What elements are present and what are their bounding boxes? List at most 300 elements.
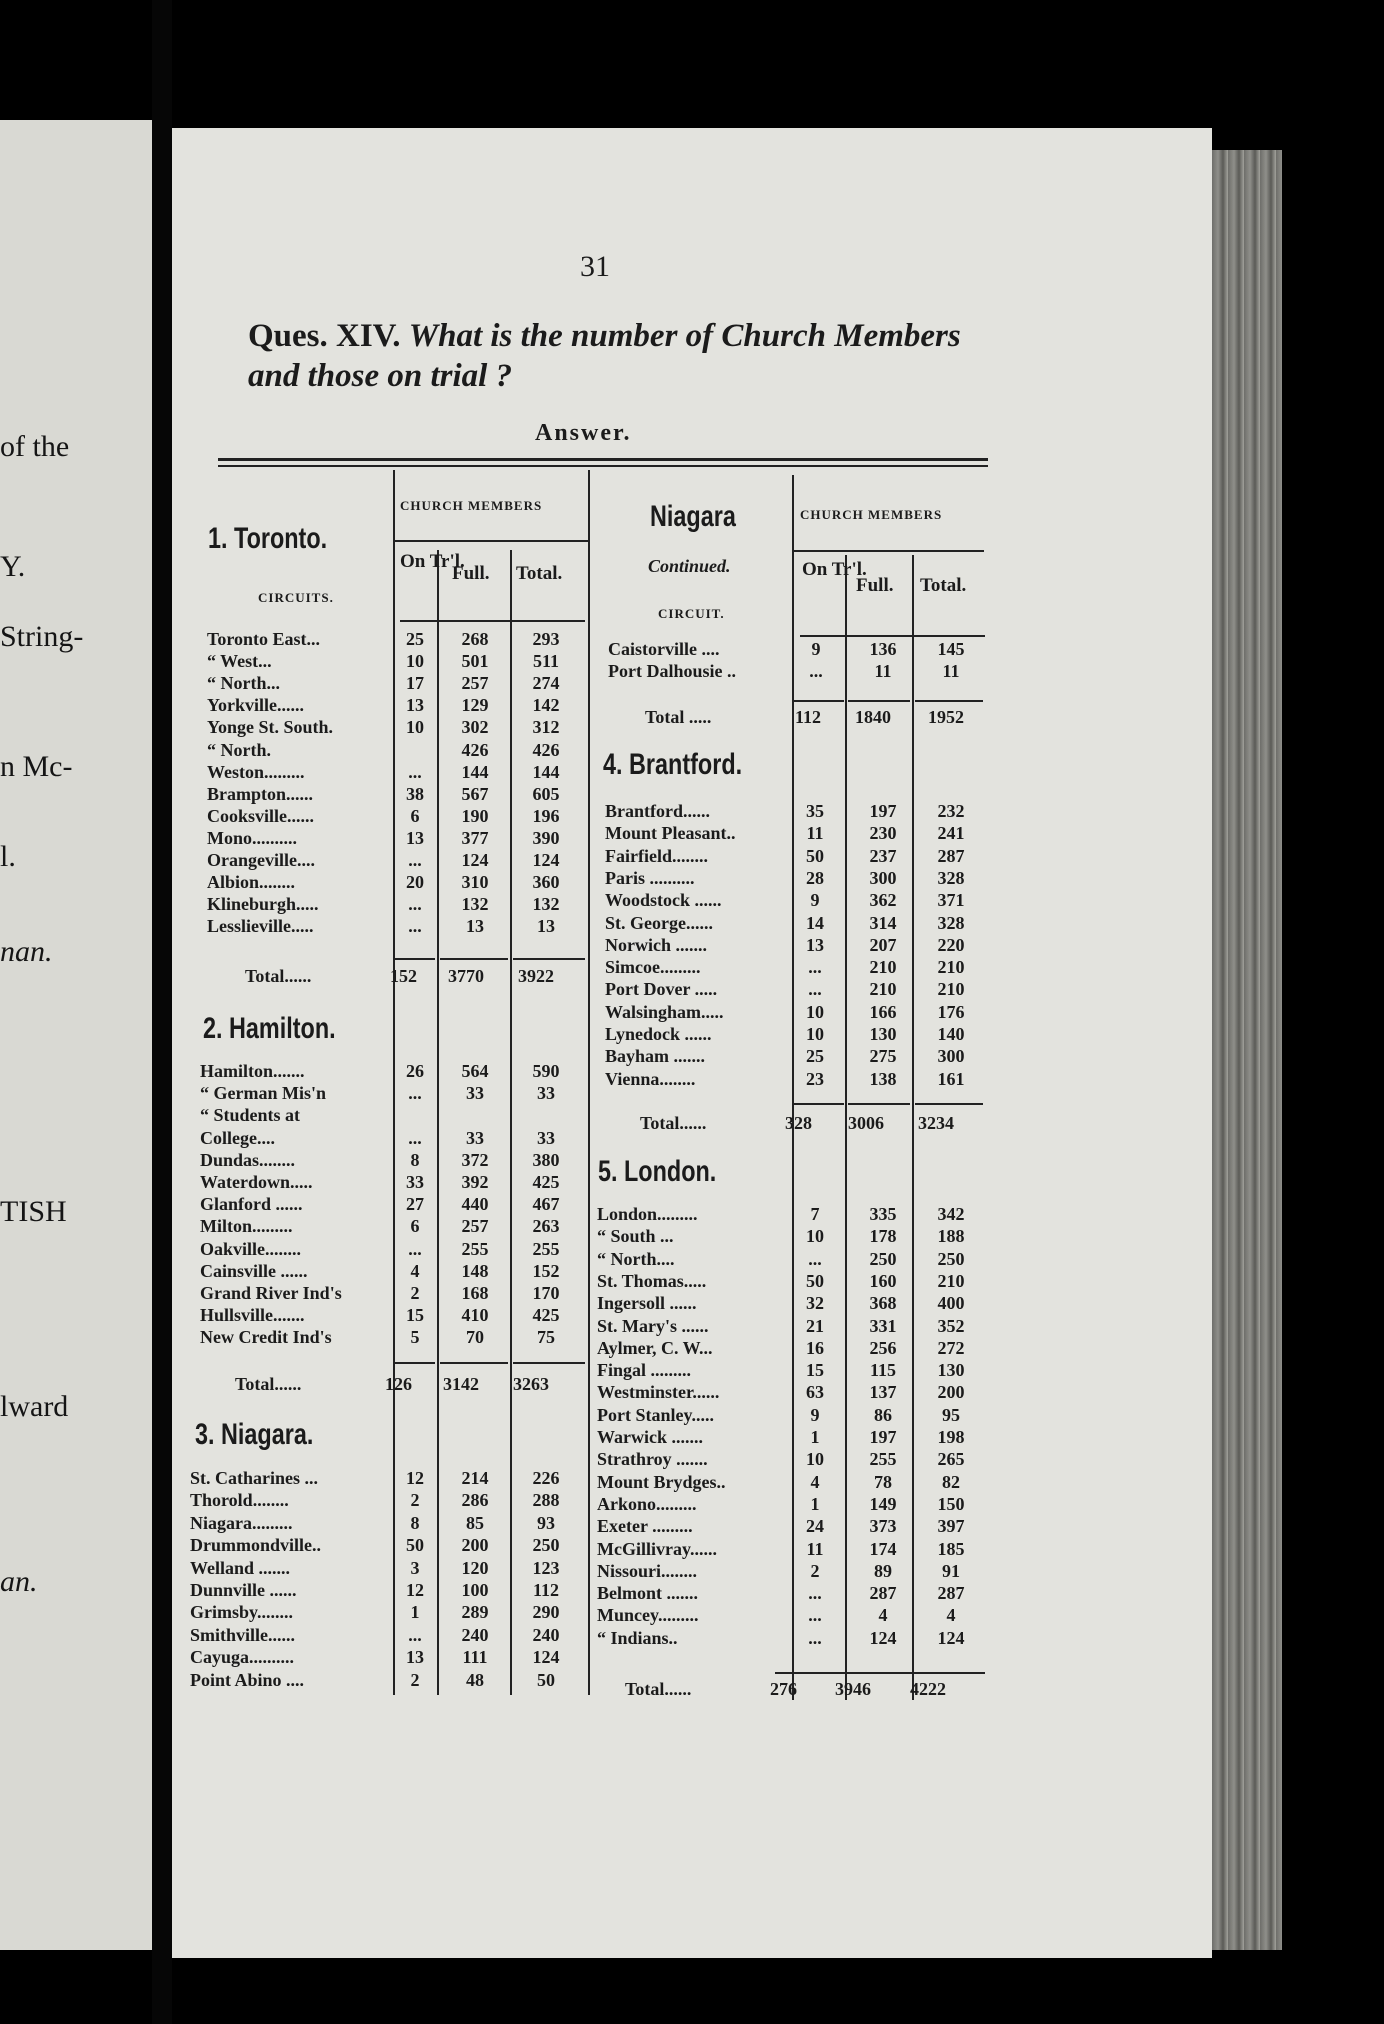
total-header: Total. xyxy=(516,563,563,584)
circuit-name: Mono.......... xyxy=(207,827,297,848)
full-count: 567 xyxy=(461,783,489,804)
on-trial-count: 9 xyxy=(811,639,821,659)
full-count: 210 xyxy=(869,957,897,978)
full-count: 148 xyxy=(461,1260,489,1281)
total-count: 250 xyxy=(532,1535,560,1556)
circuit-name: “ Students at xyxy=(200,1105,301,1126)
on-trial-count: ... xyxy=(808,1605,822,1626)
table-row xyxy=(597,1315,990,1337)
circuit-name: Dunnville ...... xyxy=(190,1580,297,1600)
table-row xyxy=(207,716,595,738)
total-count: 4 xyxy=(946,1605,956,1626)
table-row xyxy=(190,1489,595,1511)
table-row xyxy=(207,628,595,650)
full-count: 287 xyxy=(869,1583,897,1604)
full-count: 373 xyxy=(869,1516,897,1537)
full-count: 89 xyxy=(874,1560,892,1581)
table-row xyxy=(597,1448,990,1470)
table-row xyxy=(200,1082,595,1104)
on-trial-count: 8 xyxy=(410,1512,420,1533)
circuit-name: Aylmer, C. W... xyxy=(597,1337,713,1358)
on-trial-count: 11 xyxy=(806,823,824,844)
full-count: 310 xyxy=(461,872,489,893)
total-on-trial: 126 xyxy=(385,1374,412,1394)
table-row xyxy=(207,694,595,716)
rule xyxy=(395,540,588,542)
rule xyxy=(400,620,585,622)
total-count: 11 xyxy=(942,661,960,681)
on-trial-count: 38 xyxy=(406,783,424,804)
total-on-trial: 152 xyxy=(390,966,417,986)
circuit-name: Grimsby........ xyxy=(190,1602,294,1623)
circuit-name: St. Mary's ...... xyxy=(597,1315,709,1336)
total-count: 132 xyxy=(532,894,560,915)
full-header: Full. xyxy=(452,563,490,584)
total-full: 3946 xyxy=(835,1679,871,1699)
full-count: 268 xyxy=(461,629,489,649)
total-count: 352 xyxy=(937,1315,965,1336)
page-number: 31 xyxy=(580,250,610,283)
total-count: 342 xyxy=(937,1204,965,1224)
question xyxy=(248,316,1008,396)
total-count: 140 xyxy=(937,1024,965,1044)
circuit-name: Cayuga.......... xyxy=(190,1647,295,1668)
table-row xyxy=(597,1270,990,1292)
full-count: 300 xyxy=(869,867,897,888)
on-trial-count: ... xyxy=(808,1627,822,1648)
total-on-trial: 276 xyxy=(770,1679,797,1699)
rule xyxy=(440,958,508,960)
on-trial-count: 4 xyxy=(810,1471,820,1492)
on-trial-count: 2 xyxy=(410,1490,420,1511)
full-count: 275 xyxy=(869,1046,897,1067)
total-label: Total...... xyxy=(640,1113,707,1133)
left-page-text: of the xyxy=(0,430,70,463)
total-full: 3770 xyxy=(448,966,484,986)
circuit-name: “ South ... xyxy=(597,1226,674,1247)
answer-heading: Answer. xyxy=(535,420,632,446)
total-count: 124 xyxy=(937,1627,965,1648)
left-page-text: l. xyxy=(0,840,16,873)
circuit-name: Hamilton....... xyxy=(200,1061,305,1081)
circuit-name: Norwich ....... xyxy=(605,934,707,955)
on-trial-count: 5 xyxy=(410,1327,420,1348)
table-row xyxy=(605,822,990,844)
on-trial-count: ... xyxy=(808,979,822,1000)
table-row xyxy=(605,1023,990,1045)
on-trial-count: 35 xyxy=(806,801,824,821)
church-members-header: CHURCH MEMBERS xyxy=(800,507,943,522)
full-count: 137 xyxy=(869,1382,897,1403)
circuit-name: Welland ....... xyxy=(190,1557,291,1578)
circuit-name: Mount Pleasant.. xyxy=(605,823,736,844)
full-count: 190 xyxy=(461,805,489,826)
table-row xyxy=(200,1326,595,1348)
table-row xyxy=(608,660,990,682)
table-row xyxy=(207,739,595,761)
full-count: 335 xyxy=(869,1204,897,1224)
on-trial-count: 1 xyxy=(810,1493,820,1514)
full-count: 210 xyxy=(869,979,897,1000)
circuit-name: College.... xyxy=(200,1127,275,1148)
total-count: 130 xyxy=(937,1360,965,1381)
total-count: 144 xyxy=(532,761,560,782)
table-row xyxy=(207,650,595,672)
table-row xyxy=(605,845,990,867)
left-page-text: TISH xyxy=(0,1195,67,1228)
full-count: 564 xyxy=(461,1061,489,1081)
table-row xyxy=(207,783,595,805)
total-count: 95 xyxy=(942,1404,960,1425)
total-count: 226 xyxy=(532,1468,560,1488)
district-title: Niagara xyxy=(650,500,736,533)
full-count: 372 xyxy=(461,1149,489,1170)
total-count: 93 xyxy=(537,1512,555,1533)
full-count: 256 xyxy=(869,1337,897,1358)
full-count: 144 xyxy=(461,761,489,782)
on-trial-count: 9 xyxy=(810,1404,820,1425)
circuit-name: St. Thomas..... xyxy=(597,1270,707,1291)
table-row xyxy=(190,1646,595,1668)
circuit-name: Yonge St. South. xyxy=(207,717,334,738)
on-trial-count: 10 xyxy=(406,651,424,672)
on-trial-count: 8 xyxy=(410,1149,420,1170)
continued-label: Continued. xyxy=(648,556,731,576)
total-count: 397 xyxy=(937,1516,965,1537)
total-count: 263 xyxy=(532,1216,560,1237)
table-row xyxy=(605,956,990,978)
full-count: 4 xyxy=(878,1605,888,1626)
full-count: 257 xyxy=(461,1216,489,1237)
full-count: 237 xyxy=(869,845,897,866)
total-count: 241 xyxy=(937,823,965,844)
circuit-name: Smithville...... xyxy=(190,1624,296,1645)
rule xyxy=(915,700,983,702)
on-trial-count: 16 xyxy=(806,1337,824,1358)
total-total: 3263 xyxy=(513,1374,549,1394)
full-count: 368 xyxy=(869,1293,897,1314)
table-row xyxy=(190,1534,595,1556)
table-row xyxy=(605,867,990,889)
rule xyxy=(800,635,985,637)
total-count: 400 xyxy=(937,1293,965,1314)
district-title: 5. London. xyxy=(598,1155,717,1188)
circuit-name: Klineburgh..... xyxy=(207,894,319,915)
table-row xyxy=(207,893,595,915)
circuit-name: Oakville........ xyxy=(200,1238,302,1259)
left-page-text: Y. xyxy=(0,550,26,583)
full-count: 124 xyxy=(869,1627,897,1648)
circuit-label: CIRCUIT. xyxy=(658,606,725,621)
on-trial-count: 13 xyxy=(406,827,424,848)
circuit-name: Ingersoll ...... xyxy=(597,1293,697,1314)
table-row xyxy=(200,1127,595,1149)
table-row xyxy=(200,1215,595,1237)
circuit-name: Arkono......... xyxy=(597,1493,697,1514)
on-trial-count: 2 xyxy=(410,1283,420,1303)
total-count: 123 xyxy=(532,1557,560,1578)
table-row xyxy=(190,1601,595,1623)
full-count: 124 xyxy=(461,850,489,870)
on-trial-count: 13 xyxy=(406,695,424,716)
total-count: 425 xyxy=(532,1305,560,1326)
total-count: 328 xyxy=(937,867,965,888)
district-title: 3. Niagara. xyxy=(195,1418,314,1451)
full-count: 197 xyxy=(869,801,897,821)
total-count: 288 xyxy=(532,1490,560,1511)
full-count: 168 xyxy=(461,1283,489,1303)
table-row xyxy=(190,1557,595,1579)
table-row xyxy=(200,1171,595,1193)
table-row xyxy=(597,1292,990,1314)
on-trial-count: 10 xyxy=(406,717,424,738)
full-count: 392 xyxy=(461,1172,489,1192)
total-count: 185 xyxy=(937,1538,965,1559)
table-row xyxy=(597,1337,990,1359)
circuit-name: Strathroy ....... xyxy=(597,1449,708,1470)
total-count: 467 xyxy=(532,1194,560,1215)
table-row xyxy=(207,871,595,893)
table-row xyxy=(200,1193,595,1215)
circuit-name: Cainsville ...... xyxy=(200,1260,308,1281)
on-trial-count: 27 xyxy=(406,1194,424,1215)
circuit-name: Thorold........ xyxy=(190,1490,289,1511)
on-trial-count: 26 xyxy=(406,1061,424,1081)
total-count: 312 xyxy=(532,717,560,738)
total-count: 91 xyxy=(942,1560,960,1581)
left-page-text: an. xyxy=(0,1565,38,1598)
circuit-name: Paris .......... xyxy=(605,867,695,888)
total-count: 390 xyxy=(532,827,560,848)
circuit-name: St. George...... xyxy=(605,912,713,933)
full-count: 85 xyxy=(466,1512,484,1533)
table-row xyxy=(608,638,990,660)
total-count: 605 xyxy=(532,783,560,804)
on-trial-count: ... xyxy=(408,1624,422,1645)
rule xyxy=(848,700,910,702)
rule xyxy=(440,1362,508,1364)
table-row xyxy=(200,1282,595,1304)
circuit-name: Brantford...... xyxy=(605,801,710,821)
on-trial-count: 7 xyxy=(810,1204,820,1224)
circuit-name: “ North... xyxy=(207,673,280,694)
on-trial-count: 20 xyxy=(406,872,424,893)
on-trial-count: 12 xyxy=(406,1580,424,1600)
circuit-name: St. Catharines ... xyxy=(190,1468,319,1488)
table-row xyxy=(597,1359,990,1381)
on-trial-header: On Tr'l. xyxy=(400,551,465,572)
full-count: 160 xyxy=(869,1270,897,1291)
on-trial-count: ... xyxy=(408,1083,422,1104)
on-trial-count: 28 xyxy=(806,867,824,888)
circuit-name: Woodstock ...... xyxy=(605,890,722,911)
circuit-name: Milton......... xyxy=(200,1216,293,1237)
table-row xyxy=(207,805,595,827)
on-trial-count: ... xyxy=(408,916,422,937)
full-count: 207 xyxy=(869,934,897,955)
total-count: 590 xyxy=(532,1061,560,1081)
on-trial-count: 50 xyxy=(806,1270,824,1291)
full-count: 240 xyxy=(461,1624,489,1645)
total-count: 272 xyxy=(937,1337,965,1358)
table-row xyxy=(190,1467,595,1489)
table-row xyxy=(597,1404,990,1426)
circuit-name: “ West... xyxy=(207,651,272,672)
table-row xyxy=(597,1515,990,1537)
table-row xyxy=(200,1304,595,1326)
circuit-name: Mount Brydges.. xyxy=(597,1471,726,1492)
total-count: 176 xyxy=(937,1001,965,1022)
circuit-name: Bayham ....... xyxy=(605,1046,706,1067)
full-count: 302 xyxy=(461,717,489,738)
rule xyxy=(395,958,435,960)
full-count: 501 xyxy=(461,651,489,672)
total-total: 3922 xyxy=(518,966,554,986)
table-row xyxy=(597,1381,990,1403)
rule xyxy=(794,700,844,702)
on-trial-count: 63 xyxy=(806,1382,824,1403)
table-row xyxy=(200,1060,595,1082)
circuit-name: Niagara......... xyxy=(190,1512,293,1533)
full-count: 200 xyxy=(461,1535,489,1556)
on-trial-count: 9 xyxy=(810,890,820,911)
on-trial-count: ... xyxy=(408,850,422,870)
total-on-trial: 112 xyxy=(795,707,822,727)
full-count: 136 xyxy=(869,639,897,659)
left-page-fragment xyxy=(0,120,152,1950)
circuit-name: McGillivray...... xyxy=(597,1538,717,1559)
total-count: 150 xyxy=(937,1493,965,1514)
total-count: 198 xyxy=(937,1427,965,1447)
circuit-name: Grand River Ind's xyxy=(200,1283,342,1303)
on-trial-count: 6 xyxy=(410,805,420,826)
circuit-name: Lesslieville..... xyxy=(207,916,314,937)
full-count: 100 xyxy=(461,1580,489,1600)
total-full: 3006 xyxy=(848,1113,884,1133)
rule xyxy=(794,1103,844,1105)
circuit-name: Fingal ......... xyxy=(597,1360,692,1381)
total-label: Total...... xyxy=(625,1679,692,1699)
table-row xyxy=(597,1582,990,1604)
full-count: 426 xyxy=(461,739,489,760)
table-row xyxy=(200,1149,595,1171)
total-on-trial: 328 xyxy=(785,1113,812,1133)
circuit-name: Orangeville.... xyxy=(207,850,315,870)
full-count: 70 xyxy=(466,1327,484,1348)
full-count: 362 xyxy=(869,890,897,911)
on-trial-count: 33 xyxy=(406,1172,424,1192)
table-row xyxy=(200,1238,595,1260)
total-total: 1952 xyxy=(928,707,964,727)
on-trial-count: ... xyxy=(408,761,422,782)
circuit-name: “ North.... xyxy=(597,1248,675,1269)
on-trial-count: 24 xyxy=(806,1516,824,1537)
total-count: 255 xyxy=(532,1238,560,1259)
full-header: Full. xyxy=(856,575,894,596)
total-full: 1840 xyxy=(855,707,891,727)
table-row xyxy=(605,1068,990,1090)
total-count: 300 xyxy=(937,1046,965,1067)
full-count: 115 xyxy=(869,1360,896,1381)
circuits-label: CIRCUITS. xyxy=(258,590,334,605)
total-total: 3234 xyxy=(918,1113,954,1133)
on-trial-count: 2 xyxy=(810,1560,820,1581)
total-count: 170 xyxy=(532,1283,560,1303)
table-row xyxy=(200,1104,595,1126)
full-count: 149 xyxy=(869,1493,897,1514)
full-count: 250 xyxy=(869,1248,897,1269)
on-trial-count: ... xyxy=(808,1583,822,1604)
circuit-name: Albion........ xyxy=(207,872,296,893)
rule xyxy=(513,958,585,960)
table-row xyxy=(605,800,990,822)
full-count: 257 xyxy=(461,673,489,694)
rule xyxy=(513,1362,585,1364)
circuit-name: Glanford ...... xyxy=(200,1194,303,1215)
total-total: 4222 xyxy=(910,1679,946,1699)
total-count: 152 xyxy=(532,1260,560,1281)
total-count: 371 xyxy=(937,890,965,911)
on-trial-count: ... xyxy=(408,894,422,915)
circuit-name: Port Dover ..... xyxy=(605,979,718,1000)
full-count: 286 xyxy=(461,1490,489,1511)
table-row xyxy=(605,978,990,1000)
circuit-name: Brampton...... xyxy=(207,783,314,804)
total-count: 161 xyxy=(937,1068,965,1089)
circuit-name: Port Stanley..... xyxy=(597,1404,714,1425)
table-row xyxy=(597,1471,990,1493)
circuit-name: Weston......... xyxy=(207,761,305,782)
total-count: 232 xyxy=(937,801,965,821)
full-count: 440 xyxy=(461,1194,489,1215)
full-count: 255 xyxy=(461,1238,489,1259)
table-row xyxy=(597,1560,990,1582)
on-trial-count: 10 xyxy=(806,1024,824,1044)
total-count: 50 xyxy=(537,1669,555,1690)
table-row xyxy=(190,1624,595,1646)
full-count: 11 xyxy=(874,661,892,681)
circuit-name: Belmont ....... xyxy=(597,1583,698,1604)
table-row xyxy=(605,1045,990,1067)
left-page-text: lward xyxy=(0,1390,69,1423)
circuit-name: Muncey......... xyxy=(597,1605,699,1626)
circuit-name: London......... xyxy=(597,1204,698,1224)
on-trial-count: 13 xyxy=(406,1647,424,1668)
on-trial-count: 10 xyxy=(806,1001,824,1022)
table-row xyxy=(200,1260,595,1282)
full-count: 78 xyxy=(874,1471,892,1492)
table-row xyxy=(597,1627,990,1649)
on-trial-count: 4 xyxy=(410,1260,420,1281)
table-row xyxy=(597,1538,990,1560)
total-count: 142 xyxy=(532,695,560,716)
total-count: 287 xyxy=(937,845,965,866)
on-trial-count: 32 xyxy=(806,1293,824,1314)
circuit-name: Westminster...... xyxy=(597,1382,720,1403)
full-count: 289 xyxy=(461,1602,489,1623)
on-trial-count: 13 xyxy=(806,934,824,955)
on-trial-count: 50 xyxy=(406,1535,424,1556)
total-count: 112 xyxy=(532,1580,559,1600)
total-count: 380 xyxy=(532,1149,560,1170)
district-title: 1. Toronto. xyxy=(208,522,328,555)
on-trial-count: 6 xyxy=(410,1216,420,1237)
total-count: 124 xyxy=(532,1647,560,1668)
on-trial-count: 3 xyxy=(410,1557,420,1578)
total-count: 240 xyxy=(532,1624,560,1645)
full-count: 120 xyxy=(461,1557,489,1578)
total-count: 250 xyxy=(937,1248,965,1269)
